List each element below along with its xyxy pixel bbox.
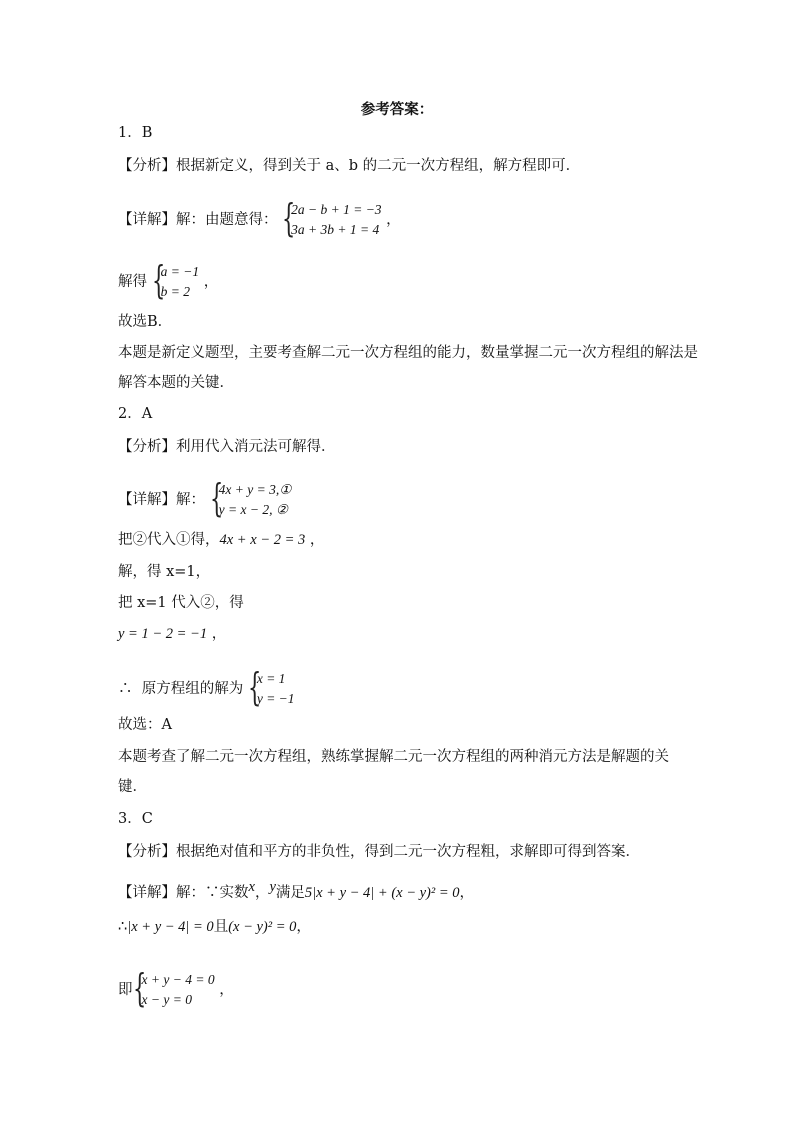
- q3-abs-eq: |x + y − 4| = 0: [127, 919, 214, 935]
- q1-solution-system: [151, 258, 200, 302]
- q1-analysis-text: 根据新定义，得到关于 a、b 的二元一次方程组，解方程即可．: [176, 158, 581, 174]
- q3-var-y: y: [269, 879, 276, 895]
- q3-detail-tag: 【详解】: [118, 884, 176, 901]
- q1-analysis-tag: 【分析】: [118, 158, 176, 174]
- q1-detail: [118, 196, 401, 240]
- q1-summary-line1: 本题是新定义题型，主要考查解二元一次方程组的能力，数量掌握二元一次方程组的解法是: [118, 345, 698, 361]
- q2-eq1: 4x + y = 3,①: [218, 482, 292, 497]
- q1-solve-label: 解得: [118, 274, 147, 290]
- q3-ie-label: 即: [118, 982, 133, 998]
- q1-number: 1．B: [118, 125, 153, 141]
- q1-detail-tag: 【详解】: [118, 212, 176, 228]
- q2-sub-text: 把②代入①得，: [118, 532, 220, 548]
- q2-y-line: [118, 624, 226, 644]
- q1-trail2: ，: [203, 274, 219, 290]
- q2-result: [118, 665, 295, 709]
- q2-sub-trail: ，: [309, 532, 325, 548]
- q2-summary-line1: 本题考查了解二元一次方程组，熟练掌握解二元一次方程组的两种消元方法是解题的关: [118, 749, 669, 765]
- q2-summary-line2: 键．: [118, 779, 147, 795]
- q1-equation-system: [282, 196, 382, 240]
- q3-ie-trail: ，: [219, 982, 234, 998]
- q3-analysis: [118, 842, 640, 862]
- q1-sol2: b = 2: [160, 284, 190, 299]
- q1-sol1: a = −1: [160, 264, 200, 279]
- q2-solve-x: 解，得 x=1，: [118, 564, 211, 580]
- q3-detail-intro: 解：∵实数: [176, 884, 249, 901]
- q2-analysis: [118, 437, 336, 457]
- q2-detail-intro: 解：: [176, 492, 205, 508]
- q3-ie: [118, 966, 234, 1010]
- page-title: 参考答案：: [360, 101, 434, 118]
- q1-detail-intro: 解：由题意得：: [176, 212, 278, 228]
- q3-var-x: x: [248, 879, 255, 895]
- q2-analysis-tag: 【分析】: [118, 439, 176, 455]
- q1-choose: 故选B．: [118, 314, 173, 330]
- q1-eq1: 2a − b + 1 = −3: [291, 202, 382, 217]
- q3-analysis-text: 根据绝对值和平方的非负性，得到二元一次方程粗，求解即可得到答案．: [176, 844, 640, 860]
- q2-substitution: [118, 530, 324, 550]
- q2-y-trail: ，: [211, 626, 227, 642]
- q3-cond-eq: 5|x + y − 4| + (x − y)² = 0: [304, 884, 460, 901]
- q3-analysis-tag: 【分析】: [118, 844, 176, 860]
- q3-sys1: x + y − 4 = 0: [141, 972, 215, 987]
- q1-trail1: ，: [386, 212, 401, 228]
- q2-equation-system: [209, 476, 292, 520]
- q1-summary-line2: 解答本题的关键．: [118, 375, 234, 391]
- q2-y-eq: y = 1 − 2 = −1: [118, 626, 208, 642]
- q2-analysis-text: 利用代入消元法可解得．: [176, 439, 336, 455]
- q2-sub-back: 把 x=1 代入②，得: [118, 595, 244, 611]
- q3-hence-trail: ，: [296, 919, 311, 935]
- q3-hence: [118, 917, 311, 937]
- q3-and-text: 且: [213, 919, 229, 935]
- therefore-icon: ∴: [118, 919, 128, 935]
- brace-icon: {: [132, 966, 146, 1010]
- q2-result-system: [247, 665, 295, 709]
- q2-detail: [118, 476, 292, 520]
- brace-icon: {: [151, 258, 165, 302]
- q3-number: 3．C: [118, 811, 153, 827]
- q2-result-text: 原方程组的解为: [141, 681, 244, 697]
- brace-icon: {: [209, 476, 223, 520]
- q1-solution: [118, 258, 219, 302]
- brace-icon: {: [282, 196, 296, 240]
- q3-equation-system: [132, 966, 215, 1010]
- q2-eq2: y = x − 2, ②: [218, 502, 288, 517]
- q1-eq2: 3a + 3b + 1 = 4: [291, 222, 380, 237]
- q1-analysis: [118, 156, 580, 176]
- q2-number: 2．A: [118, 406, 153, 422]
- q2-res2: y = −1: [256, 691, 295, 706]
- q2-res1: x = 1: [256, 671, 286, 686]
- q3-sep: ，: [254, 884, 270, 901]
- q3-detail: [118, 877, 474, 903]
- q3-cond-text: 满足: [275, 884, 305, 901]
- therefore-icon: ∴: [118, 681, 133, 697]
- brace-icon: {: [247, 665, 262, 709]
- q2-detail-tag: 【详解】: [118, 492, 176, 508]
- q3-sq-eq: (x − y)² = 0: [228, 919, 297, 935]
- q3-sys2: x − y = 0: [141, 992, 192, 1007]
- q2-choose: 故选：A: [118, 717, 172, 733]
- q2-sub-eq: 4x + x − 2 = 3: [219, 532, 306, 548]
- q3-cond-trail: ，: [459, 884, 475, 901]
